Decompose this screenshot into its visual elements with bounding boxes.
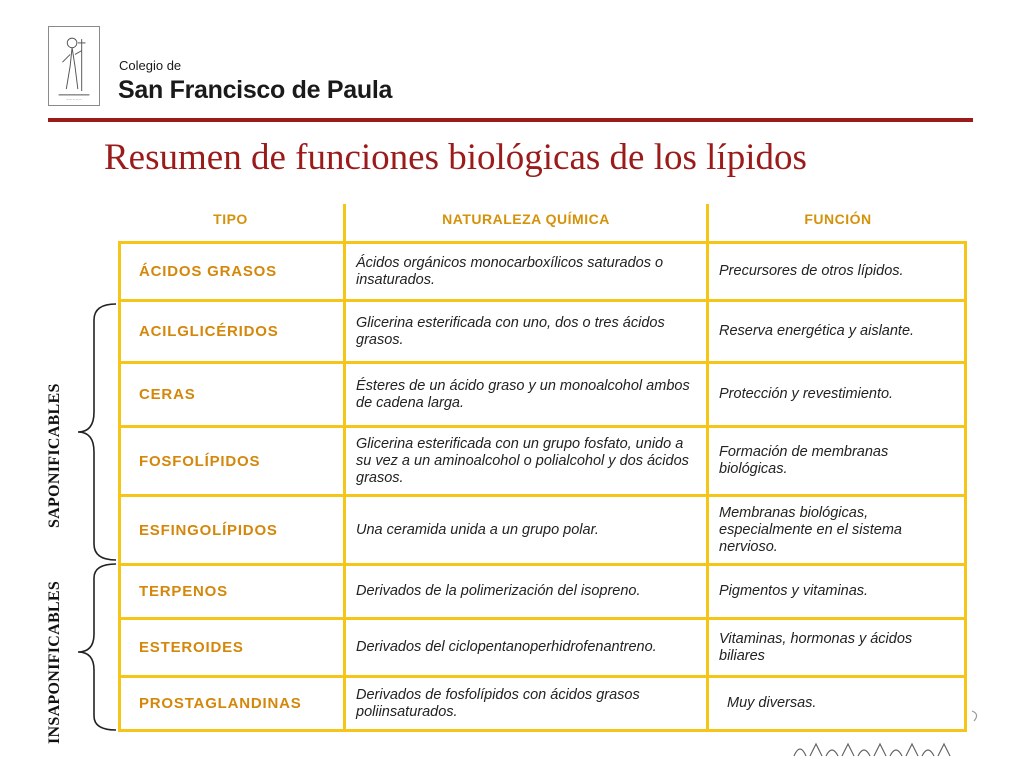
row-tipo: FOSFOLÍPIDOS	[139, 452, 261, 470]
insaponificables-brace	[72, 560, 120, 734]
row-naturaleza: Glicerina esterificada con uno, dos o tres ácidos grasos.	[356, 314, 665, 348]
row-funcion: Muy diversas.	[727, 695, 817, 711]
row-tipo: ESFINGOLÍPIDOS	[139, 521, 278, 539]
row-tipo: ACILGLICÉRIDOS	[139, 323, 279, 340]
row-funcion: Reserva energética y aislante.	[719, 323, 915, 339]
row-funcion: Pigmentos y vitaminas.	[719, 583, 869, 599]
row-tipo: ESTEROIDES	[139, 639, 244, 656]
row-funcion: Precursores de otros lípidos.	[719, 263, 904, 279]
row-naturaleza: Derivados del ciclopentanoperhidrofenantreno.	[356, 639, 657, 655]
row-funcion: Protección y revestimiento.	[719, 386, 894, 402]
saint-figure-icon	[49, 27, 99, 105]
insaponificables-label: INSAPONIFICABLES	[46, 580, 63, 744]
column-header-naturaleza: NATURALEZA QUÍMICA	[442, 211, 610, 227]
page-title: Resumen de funciones biológicas de los lípidos	[104, 137, 807, 178]
row-naturaleza: Ésteres de un ácido graso y un monoalcohol ambos de cadena larga.	[356, 377, 690, 411]
row-tipo: ÁCIDOS GRASOS	[139, 263, 277, 280]
header-divider	[48, 118, 973, 122]
school-name-line2: San Francisco de Paula	[118, 76, 393, 104]
school-logo	[48, 26, 100, 106]
row-funcion: Vitaminas, hormonas y ácidos biliares	[719, 630, 913, 664]
saponificables-label: SAPONIFICABLES	[46, 383, 63, 528]
saponificables-brace	[72, 300, 120, 564]
row-tipo: CERAS	[139, 386, 196, 403]
column-header-funcion: FUNCIÓN	[804, 211, 872, 227]
row-naturaleza: Derivados de la polimerización del isopreno.	[356, 583, 641, 599]
svg-text:~~~~~: ~~~~~	[65, 96, 83, 102]
row-naturaleza: Una ceramida unida a un grupo polar.	[356, 521, 599, 538]
decorative-mark-icon	[968, 708, 984, 724]
row-funcion: Membranas biológicas, especialmente en el sistema nervioso.	[719, 504, 902, 555]
lipid-table	[118, 241, 967, 732]
decorative-figures-icon	[790, 738, 970, 762]
row-tipo: TERPENOS	[139, 583, 228, 600]
column-header-tipo: TIPO	[213, 211, 248, 227]
row-naturaleza: Ácidos orgánicos monocarboxílicos saturados o insaturados.	[356, 254, 664, 288]
row-naturaleza: Derivados de fosfolípidos con ácidos grasos poliinsaturados.	[356, 686, 640, 720]
row-funcion: Formación de membranas biológicas.	[719, 444, 889, 477]
row-tipo: PROSTAGLANDINAS	[139, 695, 302, 712]
row-naturaleza: Glicerina esterificada con un grupo fosfato, unido a su vez a un aminoalcohol o polialcohol y dos ácidos grasos.	[356, 435, 689, 486]
school-name-line1: Colegio de	[119, 58, 182, 73]
